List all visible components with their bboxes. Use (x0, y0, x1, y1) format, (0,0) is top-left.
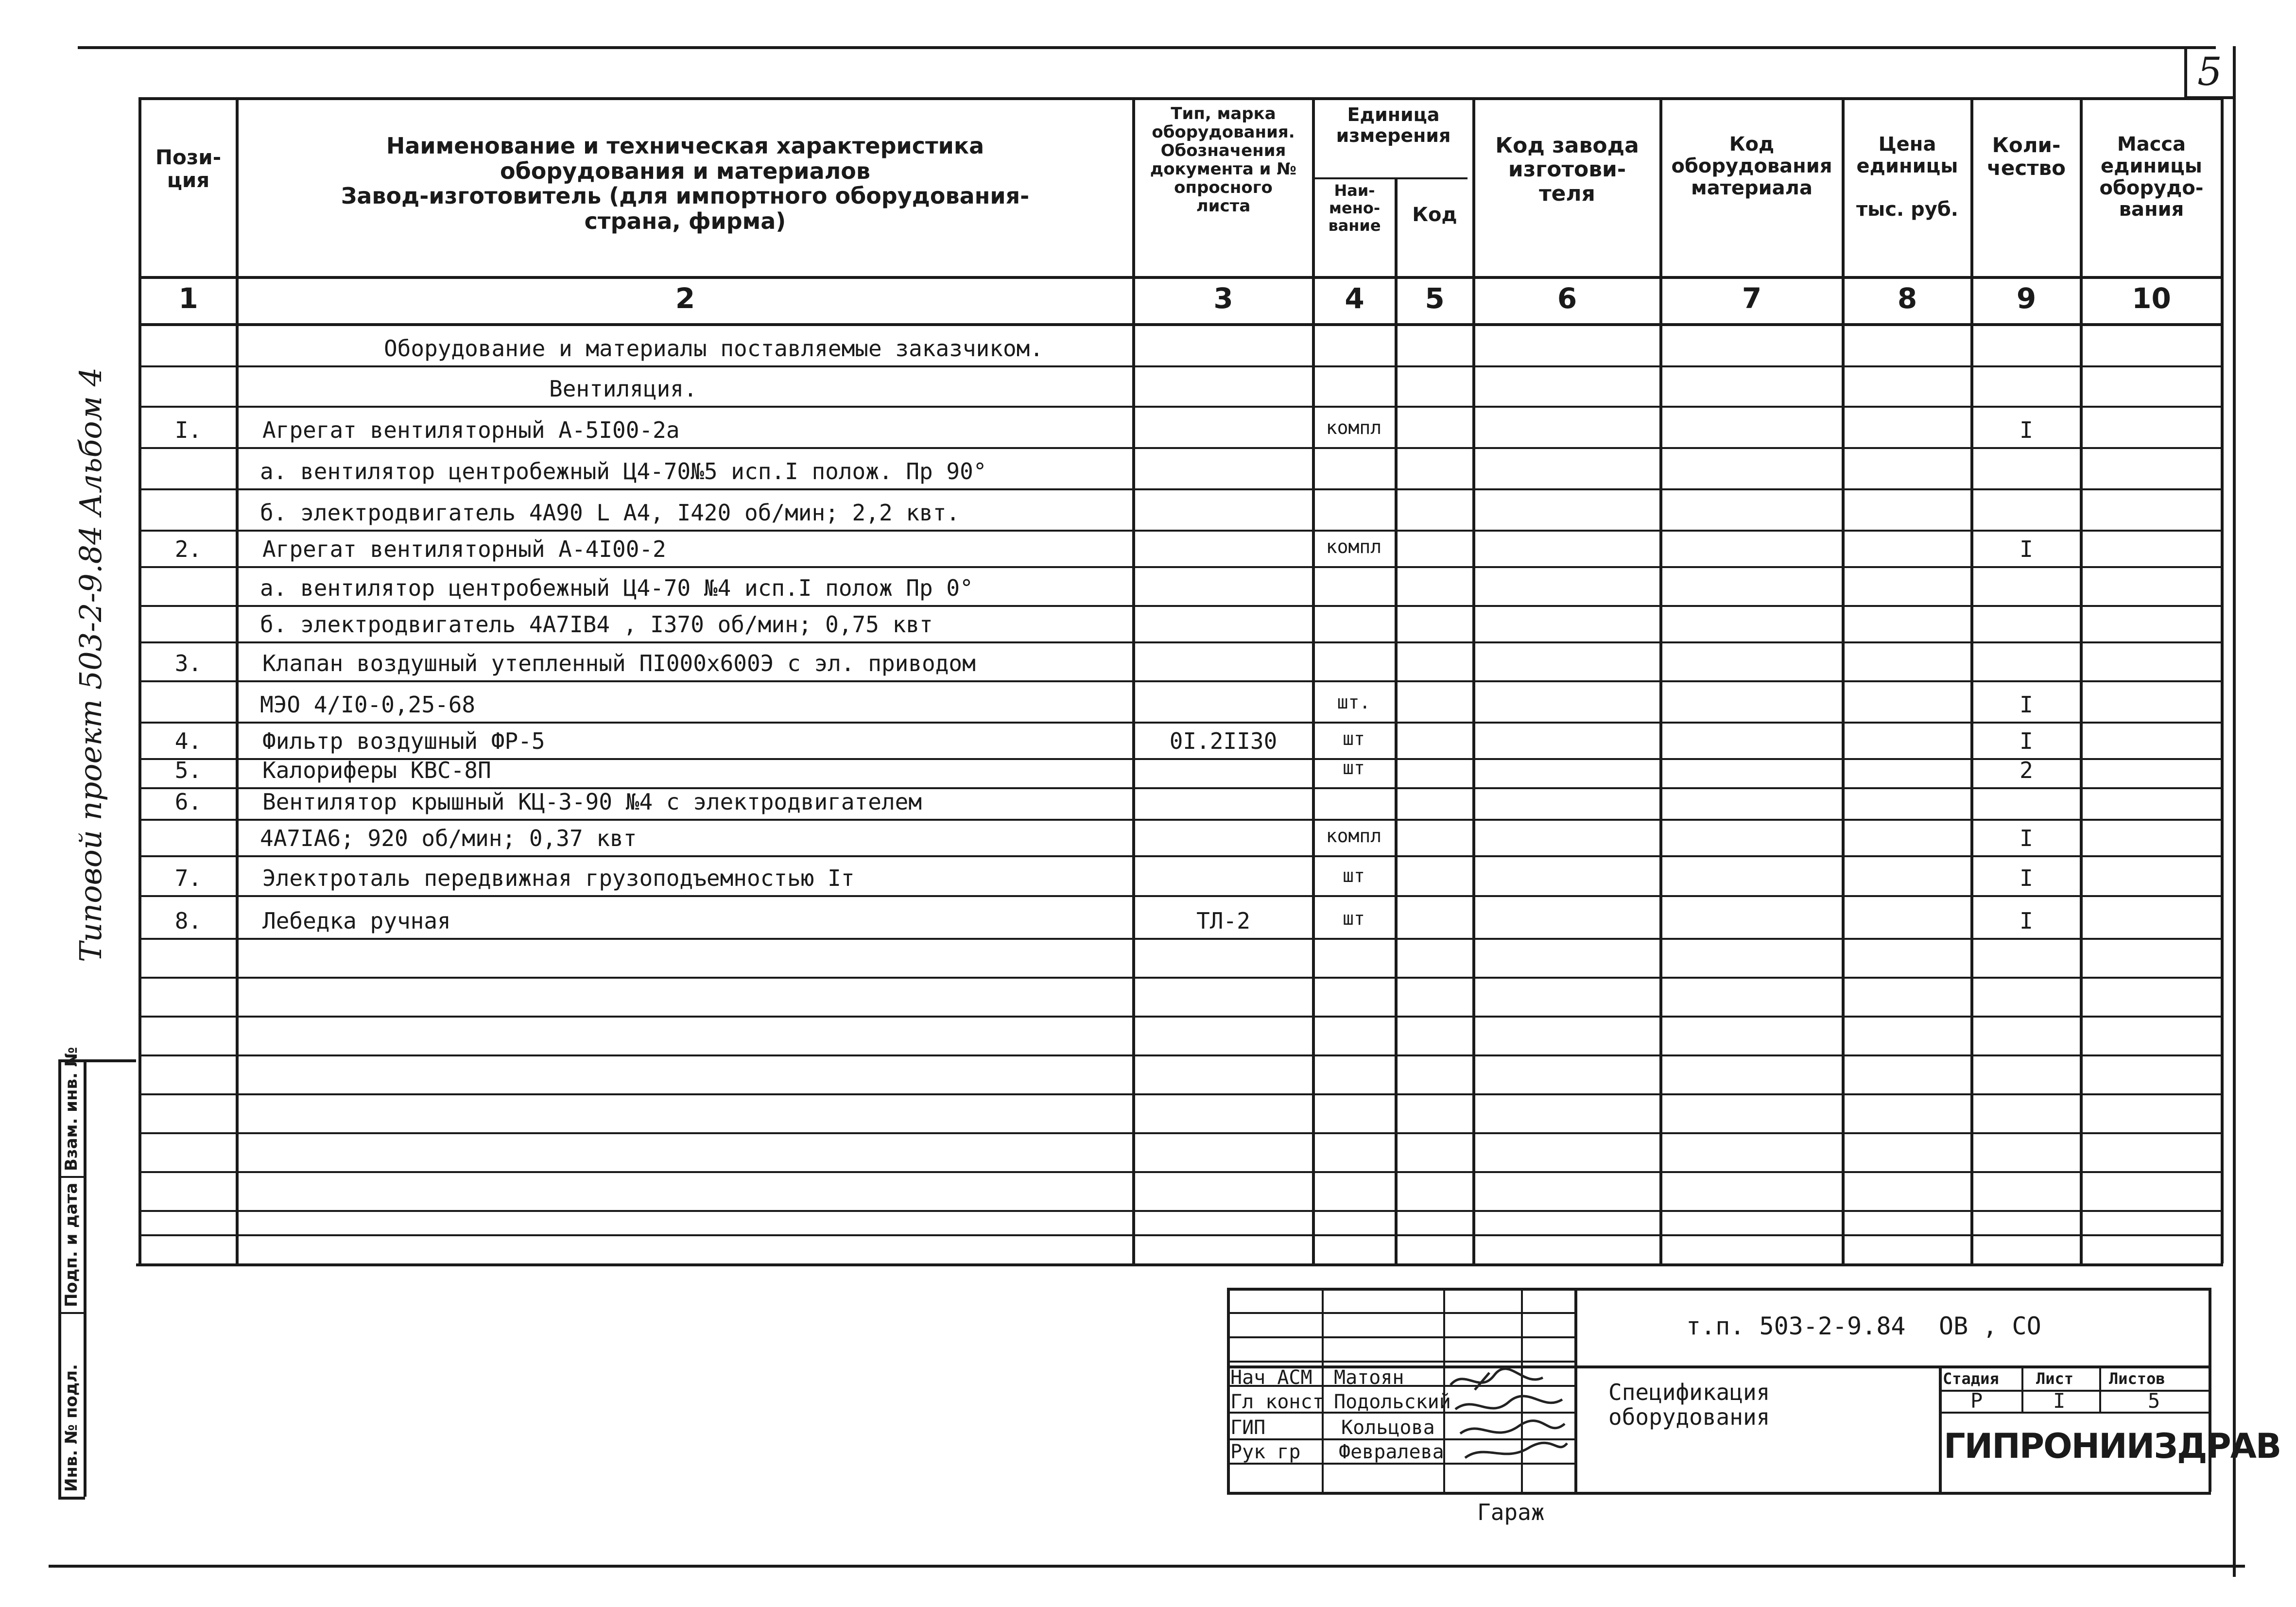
header-unit-code: Код (1412, 204, 1457, 226)
row-separator (138, 530, 2223, 532)
row-name: Калориферы КВС-8П (262, 757, 491, 783)
row-name: Агрегат вентиляторный А-4I00-2 (262, 536, 666, 562)
header-type: Тип, марка оборудования. Обозначения документа и № опросного листа (1150, 104, 1297, 216)
stamp-code: т.п. 503-2-9.84 (1686, 1312, 1906, 1340)
row-name: Агрегат вентиляторный А-5I00-2а (262, 417, 680, 443)
row-name: б. электродвигатель 4А7IВ4 , I370 об/мин; 0,75 квт (260, 611, 933, 638)
stamp-stage-label: Стадия (1943, 1369, 1999, 1388)
left-stamp-sep-2 (58, 1312, 85, 1314)
object-name: Гараж (1477, 1499, 1545, 1525)
col-line-1 (236, 97, 239, 1263)
col-number-7: 7 (1742, 282, 1762, 315)
right-border-line (2233, 46, 2236, 1577)
row-name: Электроталь передвижная грузоподъемностью Iт (262, 865, 855, 891)
row-position: 6. (174, 789, 202, 815)
row-quantity: I (2020, 908, 2033, 934)
sheet-number: 5 (2197, 49, 2222, 94)
col-number-9: 9 (2016, 282, 2037, 315)
col-line-10 (2221, 97, 2224, 1263)
col-number-2: 2 (675, 282, 695, 315)
stamp-name-4: Февралева (1339, 1441, 1444, 1463)
row-separator (138, 447, 2223, 449)
unit-subheader-line (1312, 177, 1467, 179)
stamp-top (1227, 1288, 2211, 1291)
stamp-left (1227, 1288, 1230, 1492)
left-stamp-line-1 (58, 1059, 61, 1497)
row-separator (138, 488, 2223, 490)
row-unit: шт (1343, 728, 1365, 749)
row-separator (138, 819, 2223, 821)
stamp-name-3: Кольцова (1341, 1417, 1435, 1439)
row-separator (138, 895, 2223, 897)
col-line-6 (1659, 97, 1662, 1263)
row-name: Оборудование и материалы поставляемые заказчиком. (384, 335, 1044, 362)
col-number-3: 3 (1213, 282, 1233, 315)
header-equipment-code: Код оборудования материала (1671, 133, 1832, 199)
row-separator (138, 641, 2223, 643)
stamp-sheet: I (2053, 1389, 2066, 1413)
stamp-role-3: ГИП (1230, 1417, 1266, 1439)
header-mass: Масса единицы оборудо- вания (2099, 133, 2204, 221)
stamp-col-4 (1574, 1288, 1577, 1492)
stamp-col-1 (1322, 1288, 1324, 1492)
stamp-row-2 (1227, 1336, 1574, 1338)
stamp-row-3 (1227, 1361, 1574, 1363)
row-name: а. вентилятор центробежный Ц4-70 №4 исп.I полож Пр 0° (260, 575, 973, 601)
left-stamp-inv-label: Инв. № подл. (62, 1364, 81, 1492)
row-position: I. (174, 417, 202, 443)
row-type: ТЛ-2 (1196, 908, 1250, 934)
left-stamp-line-2 (84, 1059, 86, 1497)
row-separator (138, 1054, 2223, 1056)
stamp-sheet-label: Лист (2036, 1369, 2074, 1388)
row-separator (138, 855, 2223, 857)
col-number-1: 1 (178, 282, 198, 315)
row-separator (138, 406, 2223, 408)
stamp-title: Спецификация оборудования (1608, 1379, 1770, 1430)
left-stamp-sep-1 (58, 1176, 85, 1178)
row-name: Лебедка ручная (262, 908, 451, 934)
stamp-role-2: Гл конст (1230, 1391, 1324, 1413)
row-quantity: I (2020, 691, 2033, 718)
row-quantity: I (2020, 536, 2033, 562)
row-name: Вентилятор крышный КЦ-3-90 №4 с электродвигателем (262, 789, 922, 815)
header-unit-name: Наи- мено- вание (1328, 181, 1381, 235)
row-separator (138, 938, 2223, 940)
stamp-name-2: Подольский (1334, 1391, 1451, 1413)
row-name: 4А7IА6; 920 об/мин; 0,37 квт (260, 825, 637, 851)
header-bottom-line (138, 276, 2223, 279)
row-separator (138, 1171, 2223, 1173)
row-separator (138, 1093, 2223, 1095)
bottom-border-line (49, 1565, 2245, 1568)
header-position: Пози- ция (155, 145, 222, 192)
stamp-sheets: 5 (2148, 1389, 2160, 1413)
stamp-role-1: Нач АСМ (1230, 1366, 1312, 1389)
header-name: Наименование и техническая характеристика оборудования и материалов Завод-изготовитель (для импортного оборудования- страна, фирма) (341, 133, 1030, 234)
row-separator (138, 365, 2223, 367)
table-bottom-line (136, 1263, 2223, 1266)
left-stamp-replace-label: Взам. инв. № (62, 1047, 81, 1171)
row-quantity: I (2020, 825, 2033, 851)
col-line-5 (1472, 97, 1475, 1263)
stamp-sheets-label: Листов (2109, 1369, 2165, 1388)
col-line-8 (1970, 97, 1973, 1263)
stamp-stage-sep-1 (2021, 1365, 2023, 1412)
stamp-stage: Р (1970, 1389, 1983, 1413)
stamp-stage-left (1939, 1365, 1942, 1492)
header-quantity: Коли- чество (1987, 133, 2066, 180)
col-line-4 (1395, 177, 1398, 1263)
row-type: 0I.2II30 (1169, 728, 1277, 754)
row-position: 5. (174, 757, 202, 783)
row-separator (138, 1016, 2223, 1018)
row-name: Вентиляция. (549, 376, 697, 402)
table-top-line (138, 97, 2223, 100)
row-quantity: I (2020, 865, 2033, 891)
row-separator (138, 722, 2223, 724)
row-unit: шт. (1337, 691, 1371, 713)
row-name: б. электродвигатель 4А90 L А4, I420 об/мин; 2,2 квт. (260, 500, 960, 526)
row-name: а. вентилятор центробежный Ц4-70№5 исп.I полож. Пр 90° (260, 458, 987, 484)
row-unit: шт (1343, 908, 1365, 929)
row-position: 4. (174, 728, 202, 754)
row-separator (138, 1210, 2223, 1212)
row-unit: компл (1326, 536, 1382, 557)
col-line-0 (138, 97, 141, 1263)
row-unit: компл (1326, 825, 1382, 847)
row-separator (138, 566, 2223, 568)
row-position: 3. (174, 650, 202, 676)
col-line-7 (1842, 97, 1845, 1263)
stamp-name-1: Матоян (1334, 1366, 1404, 1389)
col-line-2 (1132, 97, 1135, 1263)
col-line-9 (2080, 97, 2083, 1263)
col-line-3 (1312, 97, 1315, 1263)
col-number-10: 10 (2132, 282, 2171, 315)
row-separator (138, 680, 2223, 682)
signatures-image (1446, 1365, 1572, 1463)
row-position: 2. (174, 536, 202, 562)
header-price: Цена единицы тыс. руб. (1856, 133, 1959, 221)
row-unit: шт (1343, 865, 1365, 886)
row-quantity: I (2020, 728, 2033, 754)
row-quantity: I (2020, 417, 2033, 443)
stamp-bottom (1227, 1492, 2211, 1495)
row-name: Фильтр воздушный ФР-5 (262, 728, 545, 754)
side-title: Типовой проект 503-2-9.84 Альбом 4 (73, 367, 108, 962)
stamp-organization: ГИПРОНИИЗДРАВ (1944, 1426, 2281, 1466)
stamp-role-4: Рук гр (1230, 1441, 1301, 1463)
row-name: МЭО 4/I0-0,25-68 (260, 691, 476, 718)
col-number-4: 4 (1345, 282, 1364, 315)
stamp-mark: ОВ , СО (1939, 1312, 2041, 1340)
header-unit: Единица измерения (1336, 104, 1451, 146)
col-number-5: 5 (1425, 282, 1445, 315)
row-quantity: 2 (2020, 757, 2033, 783)
row-separator (138, 1234, 2223, 1236)
top-border-line (78, 46, 2216, 49)
row-unit: компл (1326, 417, 1382, 438)
row-separator (138, 605, 2223, 607)
stamp-row-1 (1227, 1312, 1574, 1314)
col-numbers-bottom-line (138, 323, 2223, 326)
row-position: 7. (174, 865, 202, 891)
row-separator (138, 977, 2223, 979)
stamp-stage-sep-2 (2099, 1365, 2101, 1412)
row-name: Клапан воздушный утепленный ПI000х600Э с эл. приводом (262, 650, 976, 676)
row-unit: шт (1343, 757, 1365, 778)
row-separator (138, 1132, 2223, 1134)
row-position: 8. (174, 908, 202, 934)
left-stamp-bottom (58, 1497, 85, 1500)
col-number-6: 6 (1557, 282, 1577, 315)
header-factory-code: Код завода изготови- теля (1495, 133, 1639, 206)
left-stamp-sign-label: Подп. и дата (62, 1182, 81, 1307)
col-number-8: 8 (1897, 282, 1917, 315)
